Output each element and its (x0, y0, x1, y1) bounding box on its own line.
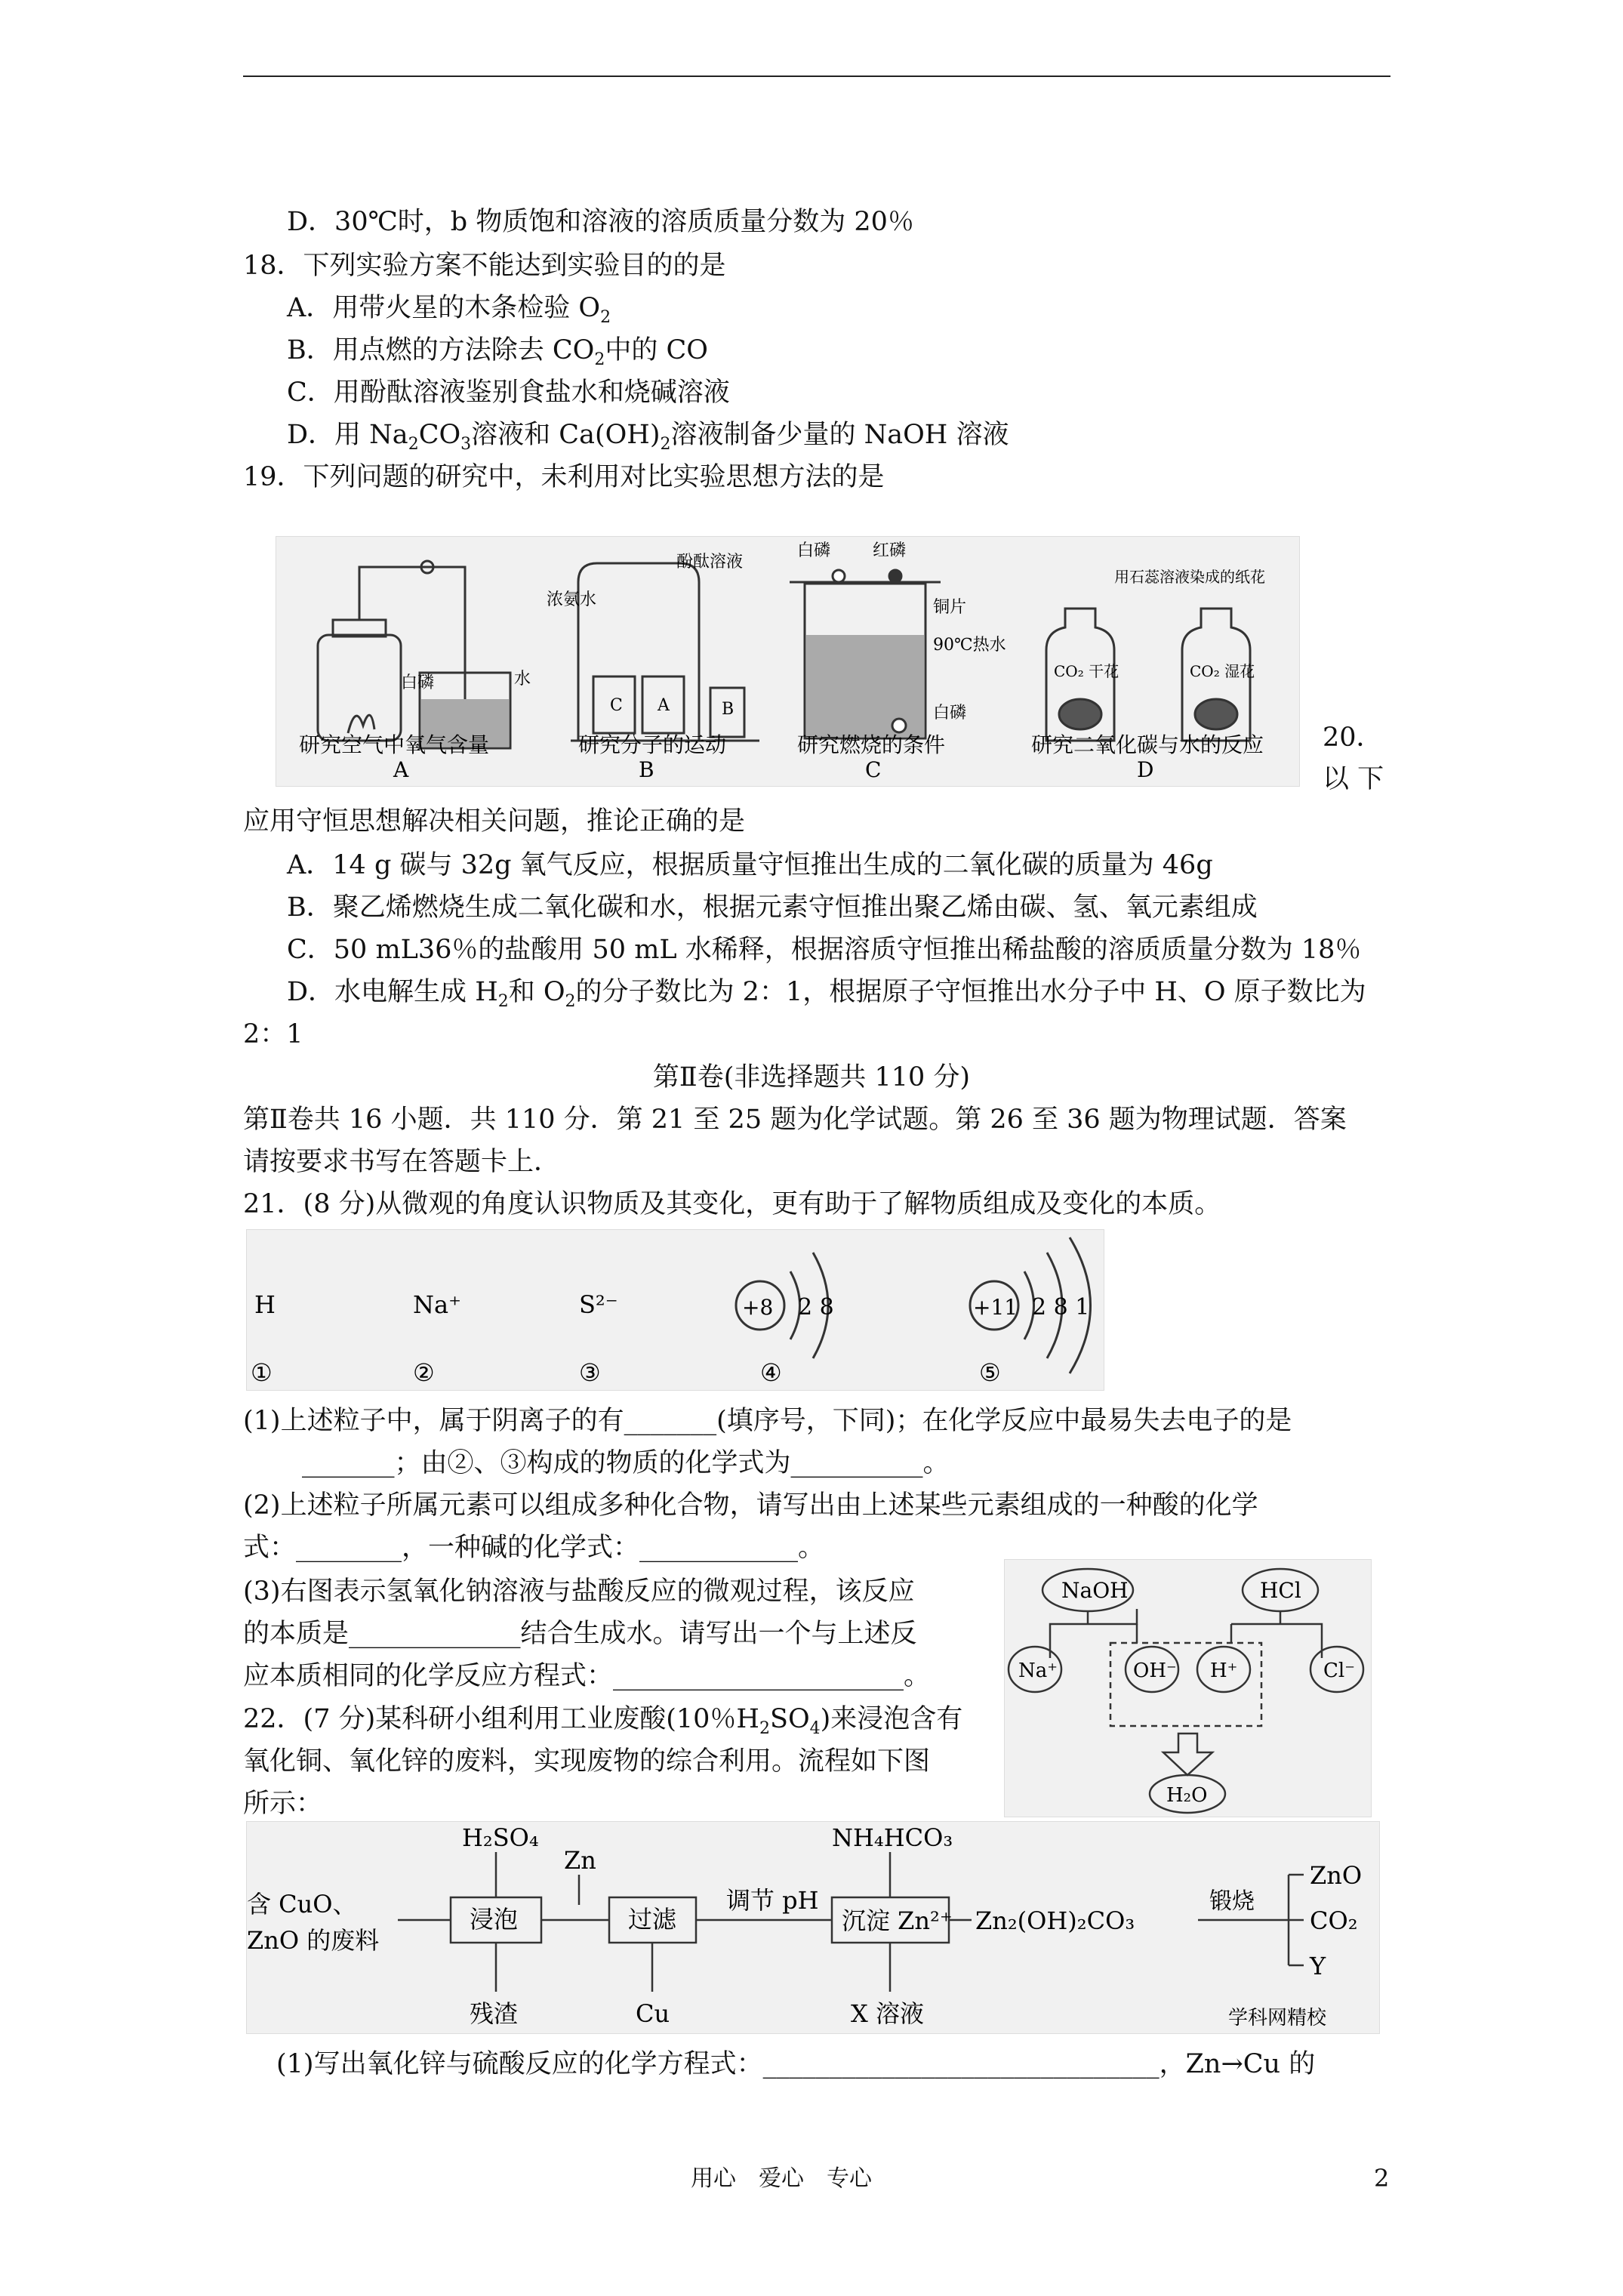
q21-reaction-figure (1004, 1559, 1372, 1817)
page-number: 2 (1374, 2164, 1390, 2193)
flow-calcine: 锻烧 (1209, 1888, 1255, 1915)
particle-2: Na⁺ (413, 1290, 461, 1319)
q21-p2-a: (2)上述粒子所属元素可以组成多种化合物，请写出由上述某些元素组成的一种酸的化学 (243, 1490, 1258, 1521)
q20-option-d-cont: 2：1 (243, 1019, 303, 1049)
flow-p3: Y (1310, 1952, 1326, 1980)
q19-figure-svg (276, 537, 1299, 786)
section-2-desc-1: 第Ⅱ卷共 16 小题．共 110 分．第 21 至 25 题为化学试题。第 26 至 36 题为物理试题．答案 (243, 1105, 1347, 1135)
flow-p2: CO₂ (1310, 1906, 1358, 1935)
q20-option-b: B．聚乙烯燃烧生成二氧化碳和水，根据元素守恒推出聚乙烯由碳、氢、氧元素组成 (287, 892, 1258, 923)
flow-input-1: 含 CuO、 (247, 1890, 357, 1918)
q19-b-letter: B (639, 757, 654, 782)
hcl-label: HCl (1260, 1578, 1301, 1603)
naoh-label: NaOH (1061, 1578, 1129, 1603)
q17-option-d: D．30℃时，b 物质饱和溶液的溶质质量分数为 20％ (287, 207, 914, 237)
q19-b-label-1: 浓氨水 (547, 590, 597, 609)
q20-number: 20． (1323, 723, 1383, 753)
q19-fig-c (790, 570, 941, 738)
particle-3: S²⁻ (579, 1290, 618, 1319)
q19-a-label-1: 白磷 (401, 673, 435, 692)
particle-4-nucleus: +8 (742, 1295, 774, 1320)
q19-b-caption: 研究分子的运动 (578, 732, 727, 757)
q19-fig-a (318, 561, 510, 748)
q22-stem: 22．(7 分)某科研小组利用工业废酸(10％$H_2SO_4$)来浸泡含有 (243, 1704, 963, 1738)
flow-product: Zn₂(OH)₂CO₃ (975, 1906, 1135, 1935)
q22-flowchart-svg (247, 1822, 1379, 2033)
na-ion: Na⁺ (1018, 1660, 1058, 1682)
flow-residue: 残渣 (470, 1999, 519, 2028)
oh-ion: OH⁻ (1133, 1660, 1177, 1682)
q20-option-a: A．14 g 碳与 32g 氧气反应，根据质量守恒推出生成的二氧化碳的质量为 46g (287, 850, 1213, 880)
q21-stem: 21．(8 分)从微观的角度认识物质及其变化，更有助于了解物质组成及变化的本质。 (243, 1189, 1221, 1219)
q18-option-b: B．用点燃的方法除去 $CO_2$中的 CO (287, 335, 708, 369)
q19-c-label-3: 铜片 (933, 598, 967, 617)
q19-c-label-1: 白磷 (797, 541, 831, 560)
q19-figure (276, 536, 1300, 787)
q19-c-label-5: 白磷 (933, 704, 967, 723)
particle-2-num: ② (413, 1358, 435, 1387)
q19-b-label-2: 酚酞溶液 (676, 553, 744, 572)
flow-x-solution: X 溶液 (851, 1999, 924, 2028)
q21-p1-b: _______；由②、③构成的物质的化学式为__________。 (302, 1448, 950, 1478)
q19-a-letter: A (393, 757, 409, 782)
h-ion: H⁺ (1210, 1660, 1238, 1682)
particle-3-num: ③ (579, 1358, 601, 1387)
q19-stem: 19．下列问题的研究中，未利用对比实验思想方法的是 (243, 462, 885, 492)
q19-c-label-4: 90℃热水 (933, 636, 1006, 655)
particle-4-num: ④ (760, 1358, 782, 1387)
q21-p1-a: (1)上述粒子中，属于阴离子的有_______(填序号，下同)；在化学反应中最易失去电子的是 (243, 1406, 1292, 1436)
particle-5-num: ⑤ (979, 1358, 1001, 1387)
water-label: H₂O (1166, 1784, 1208, 1807)
q19-a-caption: 研究空气中氧气含量 (299, 732, 490, 757)
flow-cu: Cu (636, 1999, 670, 2028)
flow-p1: ZnO (1310, 1861, 1363, 1890)
header-rule (243, 76, 1390, 77)
q21-p3-a: (3)右图表示氢氧化钠溶液与盐酸反应的微观过程，该反应 (243, 1576, 915, 1607)
q21-reaction-svg (1005, 1560, 1371, 1817)
flow-watermark: 学科网精校 (1228, 2007, 1327, 2029)
q20-stem: 应用守恒思想解决相关问题，推论正确的是 (243, 806, 746, 837)
q19-b-beaker-b: B (722, 700, 735, 719)
q19-a-label-2: 水 (514, 670, 531, 689)
q19-c-letter: C (865, 757, 882, 782)
flow-nh4hco3: NH₄HCO₃ (832, 1823, 953, 1852)
particle-5-nucleus: +11 (973, 1295, 1018, 1320)
q19-b-beaker-c: C (610, 696, 623, 715)
q21-particles-svg (247, 1230, 1104, 1390)
particle-4-shells: 2 8 (798, 1294, 834, 1321)
q20-lead: 以 下 (1323, 764, 1384, 794)
section-2-title: 第Ⅱ卷(非选择题共 110 分) (652, 1062, 971, 1093)
particle-5-shells: 2 8 1 (1032, 1294, 1090, 1321)
q22-flowchart (246, 1821, 1380, 2034)
q20-option-d: D．水电解生成 $H_2$和 $O_2$的分子数比为 2：1，根据原子守恒推出水分子中 H、O 原子数比为 (287, 977, 1366, 1011)
particle-1-num: ① (251, 1358, 273, 1387)
q19-b-beaker-a: A (658, 696, 670, 715)
q19-d-label-1: 用石蕊溶液染成的纸花 (1114, 568, 1265, 586)
q22-p1: (1)写出氧化锌与硫酸反应的化学方程式：______________________________，Zn→Cu 的 (276, 2049, 1316, 2079)
flow-box-2: 过滤 (628, 1905, 677, 1934)
flow-box-3: 沉淀 Zn²⁺ (842, 1906, 953, 1935)
q19-d-letter: D (1137, 757, 1154, 782)
q22-stem-b: 氧化铜、氧化锌的废料，实现废物的综合利用。流程如下图 (243, 1746, 931, 1777)
q21-p2-b: 式：________，一种碱的化学式：____________。 (243, 1533, 825, 1563)
q18-stem: 18．下列实验方案不能达到实验目的的是 (243, 251, 726, 281)
q18-option-d: D．用 $Na_2CO_3$溶液和 $Ca(OH)_2$溶液制备少量的 NaOH 溶液 (287, 420, 1009, 454)
q19-d-jar-1: CO₂ 干花 (1054, 662, 1119, 680)
footer-motto: 用心 爱心 专心 (691, 2165, 872, 2192)
q19-d-caption: 研究二氧化碳与水的反应 (1031, 732, 1264, 757)
q19-d-jar-2: CO₂ 湿花 (1190, 662, 1255, 680)
q21-p3-b: 的本质是_____________结合生成水。请写出一个与上述反 (243, 1619, 917, 1649)
cl-ion: Cl⁻ (1323, 1660, 1355, 1682)
flow-adjust-ph: 调节 pH (726, 1886, 819, 1915)
flow-box-1: 浸泡 (470, 1905, 519, 1934)
section-2-desc-2: 请按要求书写在答题卡上． (243, 1147, 561, 1177)
flow-zn: Zn (564, 1846, 596, 1875)
q19-c-caption: 研究燃烧的条件 (797, 732, 946, 757)
q18-option-c: C．用酚酞溶液鉴别食盐水和烧碱溶液 (287, 378, 730, 408)
particle-1: H (254, 1290, 276, 1319)
q21-particles-figure (246, 1229, 1104, 1391)
flow-input-2: ZnO 的废料 (247, 1926, 380, 1955)
q19-c-label-2: 红磷 (873, 541, 907, 560)
flow-h2so4: H₂SO₄ (462, 1823, 539, 1852)
q22-stem-c: 所示： (243, 1789, 323, 1819)
q18-option-a: A．用带火星的木条检验 $O_2$ (287, 293, 611, 327)
q20-option-c: C．50 mL36％的盐酸用 50 mL 水稀释，根据溶质守恒推出稀盐酸的溶质质量分数为 18％ (287, 935, 1362, 965)
q21-p3-c: 应本质相同的化学反应方程式：______________________。 (243, 1661, 931, 1691)
